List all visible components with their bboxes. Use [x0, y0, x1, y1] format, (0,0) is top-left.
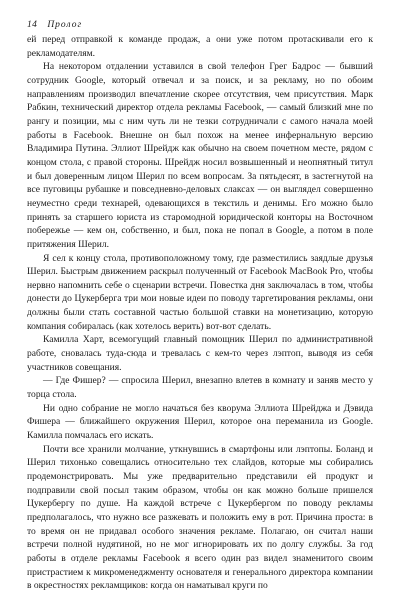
page-number: 14: [27, 20, 38, 30]
paragraph: Я сел к концу стола, противоположному тому, где разместились заядлые друзья Шерил. Быстрым движением раскрыл полученный от Facebook MacBook Pro, чтобы нервно напомнить себе о сценарии встречи. Повестка дня заключалась в том, чтобы донести до Цукерберга три мои новые идеи по поводу таргетирования рекламы, они должны были стать составной частью большой ставки на монетизацию, которую компания собиралась (как хотелось верить) вот-вот сделать.: [27, 252, 373, 332]
paragraph: — Где Фишер? — спросила Шерил, внезапно влетев в комнату и заняв место у торца стола.: [27, 375, 373, 401]
running-title: Пролог: [47, 20, 83, 30]
running-header: [27, 20, 373, 30]
paragraph: Почти все хранили молчание, уткнувшись в смартфоны или лэптопы. Боланд и Шерил тихонько совещались относительно тех слайдов, которые мы собирались продемонстрировать. Мы уже предварительно представили ей продукт и подправили свой посыл таким образом, чтобы он как можно больше пришелся Цукербергу по душе. На каждой встрече с Цукербергом по поводу рекламы предполагалось, что нужно все разжевать и положить ему в рот. Причина проста: в то время он не придавал особого значения рекламе. Полагаю, он считал наши встречи полной нудятиной, но не мог игнорировать их по долгу службы. За год работы в отделе рекламы Facebook я всего один раз видел знаменитого своим пристрастием к микроменеджменту основателя и генерального директора компании в окрестностях рекламщиков: когда он наматывал круги по: [27, 443, 373, 592]
body-text: [27, 33, 373, 593]
paragraph: Ни одно собрание не могло начаться без кворума Эллиота Шрейджа и Дэвида Фишера — ближайшего окружения Шерил, которое она переманила из Google. Камилла помчалась его искать.: [27, 402, 373, 442]
paragraph: Камилла Харт, всемогущий главный помощник Шерил по административной работе, сновалась туда-сюда и тревалась с кем-то через лэптоп, выводя из себя участников совещания.: [27, 334, 373, 373]
paragraph: На некотором отдалении уставился в свой телефон Грег Бадрос — бывший сотрудник Google, который отвечал и за поиск, и за рекламу, но по обоим направлениям производил впечатление скорее отсутствия, чем присутствия. Марк Рабкин, технический директор отдела рекламы Facebook, — самый близкий мне по рангу и позиции, мы с ним чуть ли не тезки сотрудничали с самого начала моей работы в Facebook. Внешне он был похож на менее инфернальную версию Владимира Путина. Эллиот Шрейдж как обычно на своем почетном месте, рядом с концом стола, с правой стороны. Шрейдж носил возвышенный и неопнятный титул и был доверенным лицом Шерил по всем вопросам. За пятьдесят, в застегнутой на все пуговицы рубашке и повседневно-деловых слаксах — он выглядел совершенно неуместно среди технарей, одевающихся в текстиль и денимы. Его можно было принять за старшего юриста из старомодной юридической конторы на Восточном побережье — кем он, собственно, и был, пока не попал в Google, а потом в поле притяжения Шерил.: [27, 61, 373, 250]
paragraph: ей перед отправкой к команде продаж, а они уже потом протаскивали его к рекламодателям.: [27, 34, 373, 59]
